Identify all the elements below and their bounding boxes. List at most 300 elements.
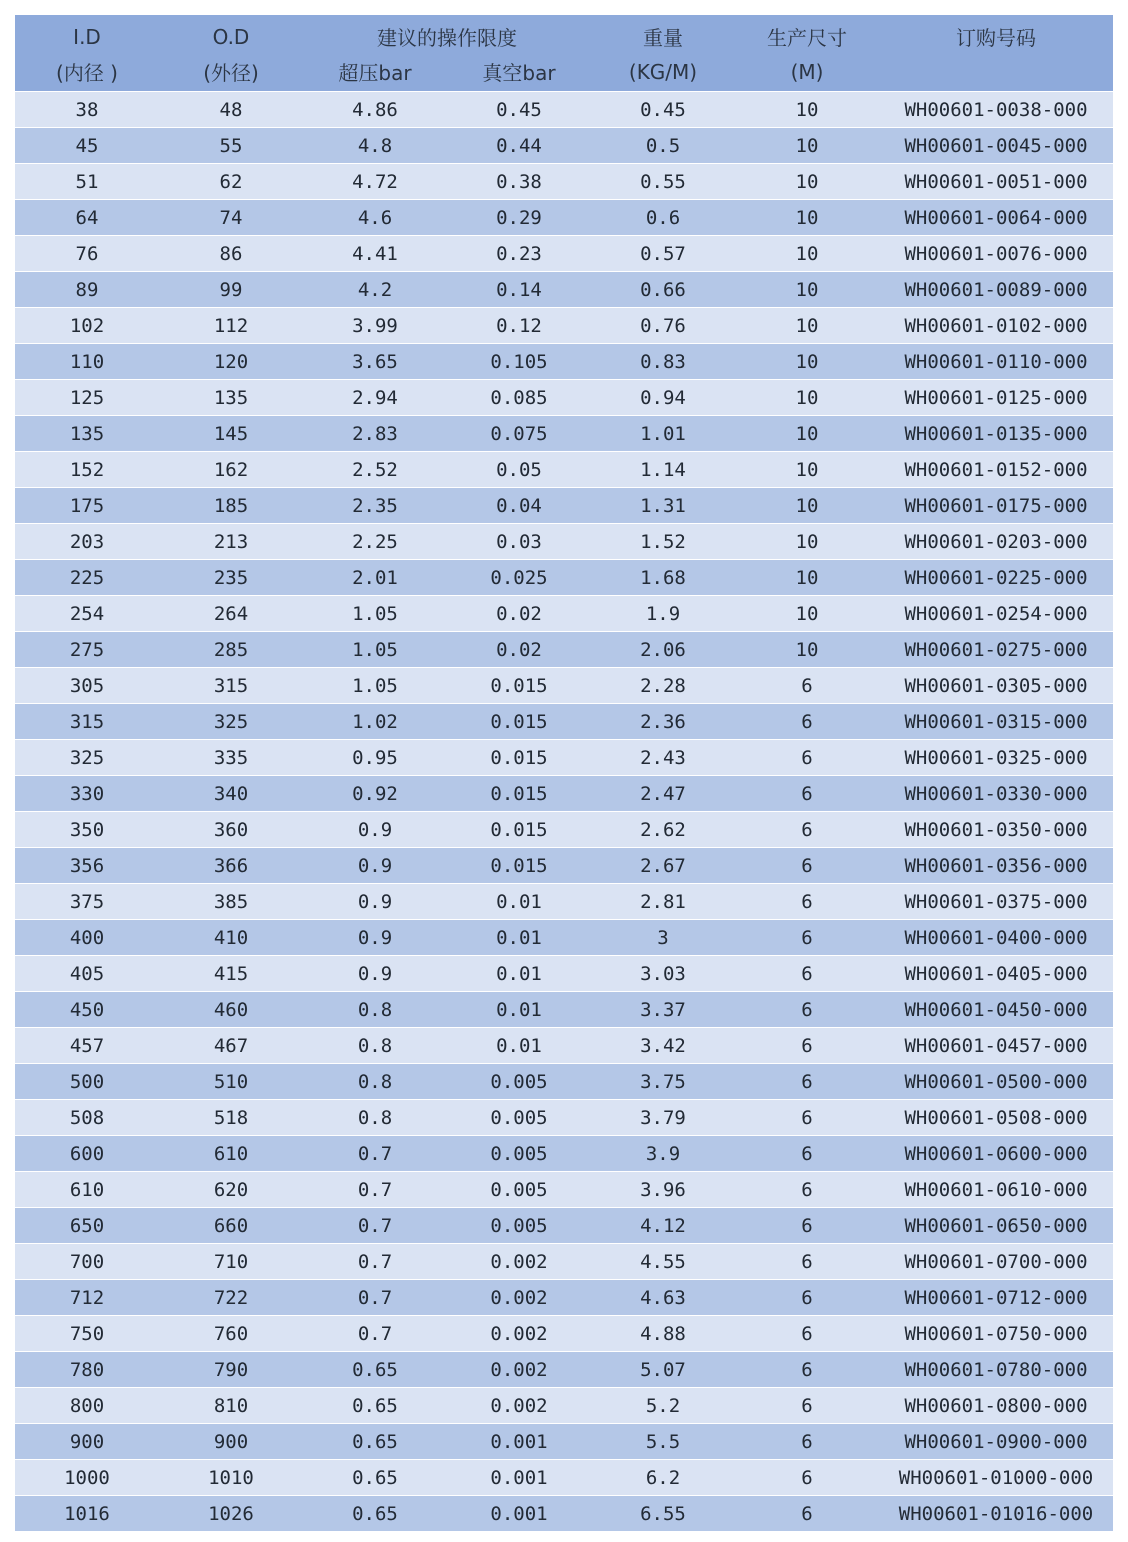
cell-vacuum: 0.05	[447, 452, 591, 488]
cell-pressure: 0.7	[303, 1280, 447, 1316]
cell-outer-diameter: 1026	[159, 1496, 303, 1532]
cell-inner-diameter: 450	[15, 992, 159, 1028]
cell-vacuum: 0.005	[447, 1136, 591, 1172]
cell-inner-diameter: 125	[15, 380, 159, 416]
cell-inner-diameter: 135	[15, 416, 159, 452]
table-row	[15, 92, 1113, 128]
cell-order-number: WH00601-0500-000	[879, 1064, 1113, 1100]
cell-pressure: 0.65	[303, 1424, 447, 1460]
cell-inner-diameter: 900	[15, 1424, 159, 1460]
cell-order-number: WH00601-0330-000	[879, 776, 1113, 812]
cell-vacuum: 0.002	[447, 1352, 591, 1388]
cell-outer-diameter: 385	[159, 884, 303, 920]
cell-outer-diameter: 213	[159, 524, 303, 560]
header-vacuum: 真空bar	[447, 54, 591, 92]
cell-order-number: WH00601-0305-000	[879, 668, 1113, 704]
cell-pressure: 1.05	[303, 596, 447, 632]
cell-weight: 4.88	[591, 1316, 735, 1352]
cell-weight: 2.67	[591, 848, 735, 884]
cell-length: 6	[735, 776, 879, 812]
cell-outer-diameter: 415	[159, 956, 303, 992]
cell-inner-diameter: 800	[15, 1388, 159, 1424]
cell-outer-diameter: 235	[159, 560, 303, 596]
cell-inner-diameter: 650	[15, 1208, 159, 1244]
cell-pressure: 4.41	[303, 236, 447, 272]
cell-inner-diameter: 110	[15, 344, 159, 380]
cell-inner-diameter: 780	[15, 1352, 159, 1388]
cell-vacuum: 0.01	[447, 992, 591, 1028]
cell-outer-diameter: 162	[159, 452, 303, 488]
cell-order-number: WH00601-0450-000	[879, 992, 1113, 1028]
cell-vacuum: 0.002	[447, 1280, 591, 1316]
cell-weight: 4.12	[591, 1208, 735, 1244]
table-row	[15, 452, 1113, 488]
cell-order-number: WH00601-0325-000	[879, 740, 1113, 776]
cell-order-number: WH00601-0400-000	[879, 920, 1113, 956]
cell-weight: 2.43	[591, 740, 735, 776]
table-row	[15, 596, 1113, 632]
cell-outer-diameter: 366	[159, 848, 303, 884]
cell-order-number: WH00601-0102-000	[879, 308, 1113, 344]
header-order-number: 订购号码	[879, 15, 1113, 54]
cell-pressure: 0.8	[303, 1064, 447, 1100]
cell-inner-diameter: 254	[15, 596, 159, 632]
cell-weight: 3.75	[591, 1064, 735, 1100]
cell-order-number: WH00601-0135-000	[879, 416, 1113, 452]
cell-pressure: 3.65	[303, 344, 447, 380]
cell-order-number: WH00601-0089-000	[879, 272, 1113, 308]
cell-inner-diameter: 610	[15, 1172, 159, 1208]
cell-pressure: 0.8	[303, 1028, 447, 1064]
cell-vacuum: 0.005	[447, 1100, 591, 1136]
cell-vacuum: 0.085	[447, 380, 591, 416]
cell-inner-diameter: 508	[15, 1100, 159, 1136]
table-header	[15, 15, 1113, 92]
cell-inner-diameter: 350	[15, 812, 159, 848]
cell-order-number: WH00601-0405-000	[879, 956, 1113, 992]
cell-pressure: 0.7	[303, 1208, 447, 1244]
header-outer-diameter: O.D	[159, 15, 303, 54]
cell-inner-diameter: 356	[15, 848, 159, 884]
cell-length: 6	[735, 1028, 879, 1064]
table-row	[15, 560, 1113, 596]
cell-inner-diameter: 712	[15, 1280, 159, 1316]
cell-inner-diameter: 500	[15, 1064, 159, 1100]
cell-vacuum: 0.001	[447, 1496, 591, 1532]
cell-weight: 3.42	[591, 1028, 735, 1064]
cell-vacuum: 0.005	[447, 1208, 591, 1244]
cell-outer-diameter: 99	[159, 272, 303, 308]
table-row	[15, 740, 1113, 776]
cell-outer-diameter: 518	[159, 1100, 303, 1136]
cell-length: 6	[735, 1064, 879, 1100]
cell-pressure: 2.25	[303, 524, 447, 560]
table-row	[15, 956, 1113, 992]
cell-inner-diameter: 405	[15, 956, 159, 992]
cell-inner-diameter: 175	[15, 488, 159, 524]
header-weight: 重量	[591, 15, 735, 54]
cell-order-number: WH00601-0780-000	[879, 1352, 1113, 1388]
cell-outer-diameter: 340	[159, 776, 303, 812]
cell-pressure: 0.8	[303, 1100, 447, 1136]
cell-weight: 1.9	[591, 596, 735, 632]
table-row	[15, 1280, 1113, 1316]
cell-pressure: 0.8	[303, 992, 447, 1028]
cell-inner-diameter: 750	[15, 1316, 159, 1352]
cell-vacuum: 0.002	[447, 1316, 591, 1352]
cell-inner-diameter: 700	[15, 1244, 159, 1280]
cell-order-number: WH00601-0152-000	[879, 452, 1113, 488]
cell-outer-diameter: 120	[159, 344, 303, 380]
cell-weight: 3.9	[591, 1136, 735, 1172]
cell-inner-diameter: 275	[15, 632, 159, 668]
cell-weight: 6.2	[591, 1460, 735, 1496]
cell-order-number: WH00601-0045-000	[879, 128, 1113, 164]
table-row	[15, 164, 1113, 200]
cell-outer-diameter: 360	[159, 812, 303, 848]
cell-length: 6	[735, 1352, 879, 1388]
cell-length: 10	[735, 308, 879, 344]
cell-pressure: 2.52	[303, 452, 447, 488]
header-operating-limits: 建议的操作限度	[303, 15, 591, 54]
cell-pressure: 1.05	[303, 632, 447, 668]
cell-length: 6	[735, 1136, 879, 1172]
cell-length: 10	[735, 488, 879, 524]
cell-length: 10	[735, 272, 879, 308]
cell-weight: 1.52	[591, 524, 735, 560]
cell-pressure: 0.95	[303, 740, 447, 776]
table-row	[15, 1460, 1113, 1496]
cell-outer-diameter: 48	[159, 92, 303, 128]
cell-vacuum: 0.002	[447, 1244, 591, 1280]
cell-order-number: WH00601-0350-000	[879, 812, 1113, 848]
cell-length: 6	[735, 1172, 879, 1208]
cell-pressure: 0.9	[303, 848, 447, 884]
cell-outer-diameter: 145	[159, 416, 303, 452]
cell-length: 6	[735, 1388, 879, 1424]
cell-inner-diameter: 1000	[15, 1460, 159, 1496]
cell-outer-diameter: 285	[159, 632, 303, 668]
spec-table-container	[15, 15, 1113, 1531]
cell-pressure: 3.99	[303, 308, 447, 344]
cell-outer-diameter: 62	[159, 164, 303, 200]
cell-inner-diameter: 203	[15, 524, 159, 560]
cell-vacuum: 0.02	[447, 596, 591, 632]
cell-order-number: WH00601-0315-000	[879, 704, 1113, 740]
cell-length: 10	[735, 452, 879, 488]
cell-weight: 4.63	[591, 1280, 735, 1316]
cell-inner-diameter: 325	[15, 740, 159, 776]
cell-length: 6	[735, 740, 879, 776]
cell-pressure: 1.05	[303, 668, 447, 704]
cell-outer-diameter: 660	[159, 1208, 303, 1244]
cell-outer-diameter: 74	[159, 200, 303, 236]
cell-order-number: WH00601-0225-000	[879, 560, 1113, 596]
cell-weight: 5.5	[591, 1424, 735, 1460]
cell-vacuum: 0.075	[447, 416, 591, 452]
table-row	[15, 1388, 1113, 1424]
cell-weight: 2.06	[591, 632, 735, 668]
cell-length: 6	[735, 1496, 879, 1532]
cell-order-number: WH00601-0275-000	[879, 632, 1113, 668]
cell-order-number: WH00601-0508-000	[879, 1100, 1113, 1136]
cell-inner-diameter: 600	[15, 1136, 159, 1172]
cell-pressure: 4.72	[303, 164, 447, 200]
cell-length: 10	[735, 236, 879, 272]
header-inner-diameter: I.D	[15, 15, 159, 54]
cell-vacuum: 0.38	[447, 164, 591, 200]
cell-pressure: 0.7	[303, 1136, 447, 1172]
cell-order-number: WH00601-0076-000	[879, 236, 1113, 272]
cell-weight: 3.79	[591, 1100, 735, 1136]
cell-vacuum: 0.001	[447, 1460, 591, 1496]
cell-pressure: 0.9	[303, 812, 447, 848]
cell-length: 6	[735, 1100, 879, 1136]
cell-pressure: 0.65	[303, 1388, 447, 1424]
table-row	[15, 344, 1113, 380]
cell-weight: 5.07	[591, 1352, 735, 1388]
cell-inner-diameter: 315	[15, 704, 159, 740]
cell-vacuum: 0.015	[447, 812, 591, 848]
cell-length: 10	[735, 164, 879, 200]
cell-pressure: 4.2	[303, 272, 447, 308]
cell-vacuum: 0.01	[447, 920, 591, 956]
cell-order-number: WH00601-0600-000	[879, 1136, 1113, 1172]
cell-weight: 1.01	[591, 416, 735, 452]
cell-weight: 0.83	[591, 344, 735, 380]
cell-weight: 3	[591, 920, 735, 956]
cell-vacuum: 0.005	[447, 1172, 591, 1208]
cell-inner-diameter: 152	[15, 452, 159, 488]
cell-pressure: 0.7	[303, 1316, 447, 1352]
cell-length: 10	[735, 632, 879, 668]
cell-outer-diameter: 460	[159, 992, 303, 1028]
cell-length: 10	[735, 344, 879, 380]
cell-vacuum: 0.02	[447, 632, 591, 668]
table-row	[15, 236, 1113, 272]
cell-weight: 0.45	[591, 92, 735, 128]
cell-vacuum: 0.001	[447, 1424, 591, 1460]
cell-length: 10	[735, 200, 879, 236]
cell-pressure: 0.65	[303, 1496, 447, 1532]
cell-order-number: WH00601-0125-000	[879, 380, 1113, 416]
cell-outer-diameter: 510	[159, 1064, 303, 1100]
cell-length: 10	[735, 560, 879, 596]
table-row	[15, 1100, 1113, 1136]
table-row	[15, 1352, 1113, 1388]
cell-order-number: WH00601-0110-000	[879, 344, 1113, 380]
header-row-2	[15, 54, 1113, 92]
cell-inner-diameter: 51	[15, 164, 159, 200]
cell-order-number: WH00601-0750-000	[879, 1316, 1113, 1352]
cell-pressure: 2.83	[303, 416, 447, 452]
cell-outer-diameter: 710	[159, 1244, 303, 1280]
cell-weight: 5.2	[591, 1388, 735, 1424]
cell-pressure: 0.9	[303, 956, 447, 992]
cell-vacuum: 0.04	[447, 488, 591, 524]
cell-pressure: 0.9	[303, 920, 447, 956]
cell-length: 6	[735, 1316, 879, 1352]
cell-order-number: WH00601-0375-000	[879, 884, 1113, 920]
cell-pressure: 1.02	[303, 704, 447, 740]
cell-outer-diameter: 112	[159, 308, 303, 344]
table-row	[15, 1316, 1113, 1352]
cell-vacuum: 0.002	[447, 1388, 591, 1424]
cell-outer-diameter: 325	[159, 704, 303, 740]
table-row	[15, 848, 1113, 884]
cell-weight: 4.55	[591, 1244, 735, 1280]
table-row	[15, 812, 1113, 848]
cell-inner-diameter: 64	[15, 200, 159, 236]
cell-vacuum: 0.015	[447, 704, 591, 740]
table-row	[15, 308, 1113, 344]
cell-inner-diameter: 305	[15, 668, 159, 704]
header-pressure: 超压bar	[303, 54, 447, 92]
cell-order-number: WH00601-0650-000	[879, 1208, 1113, 1244]
cell-vacuum: 0.12	[447, 308, 591, 344]
table-row	[15, 668, 1113, 704]
cell-pressure: 2.94	[303, 380, 447, 416]
cell-inner-diameter: 45	[15, 128, 159, 164]
table-row	[15, 1496, 1113, 1532]
header-inner-diameter-sub: (内径 )	[15, 54, 159, 92]
cell-order-number: WH00601-0610-000	[879, 1172, 1113, 1208]
table-row	[15, 632, 1113, 668]
table-row	[15, 884, 1113, 920]
header-row-1	[15, 15, 1113, 54]
cell-weight: 1.68	[591, 560, 735, 596]
cell-order-number: WH00601-0712-000	[879, 1280, 1113, 1316]
cell-inner-diameter: 76	[15, 236, 159, 272]
cell-pressure: 0.7	[303, 1172, 447, 1208]
cell-vacuum: 0.105	[447, 344, 591, 380]
table-row	[15, 128, 1113, 164]
cell-vacuum: 0.29	[447, 200, 591, 236]
table-row	[15, 1172, 1113, 1208]
cell-vacuum: 0.01	[447, 956, 591, 992]
cell-inner-diameter: 330	[15, 776, 159, 812]
cell-pressure: 2.01	[303, 560, 447, 596]
cell-outer-diameter: 410	[159, 920, 303, 956]
cell-length: 6	[735, 992, 879, 1028]
cell-vacuum: 0.14	[447, 272, 591, 308]
cell-length: 10	[735, 416, 879, 452]
cell-outer-diameter: 467	[159, 1028, 303, 1064]
table-row	[15, 524, 1113, 560]
cell-length: 6	[735, 884, 879, 920]
cell-inner-diameter: 89	[15, 272, 159, 308]
cell-order-number: WH00601-0356-000	[879, 848, 1113, 884]
cell-weight: 0.57	[591, 236, 735, 272]
cell-outer-diameter: 264	[159, 596, 303, 632]
header-production-length: 生产尺寸	[735, 15, 879, 54]
header-weight-unit: (KG/M)	[591, 54, 735, 92]
table-row	[15, 920, 1113, 956]
hose-spec-table	[15, 15, 1113, 1531]
cell-length: 10	[735, 92, 879, 128]
cell-weight: 0.55	[591, 164, 735, 200]
cell-weight: 1.14	[591, 452, 735, 488]
table-row	[15, 776, 1113, 812]
cell-weight: 2.28	[591, 668, 735, 704]
table-row	[15, 1064, 1113, 1100]
table-row	[15, 704, 1113, 740]
cell-inner-diameter: 457	[15, 1028, 159, 1064]
cell-weight: 3.03	[591, 956, 735, 992]
cell-outer-diameter: 722	[159, 1280, 303, 1316]
cell-outer-diameter: 185	[159, 488, 303, 524]
cell-weight: 2.36	[591, 704, 735, 740]
cell-pressure: 0.7	[303, 1244, 447, 1280]
table-row	[15, 1244, 1113, 1280]
cell-outer-diameter: 610	[159, 1136, 303, 1172]
cell-weight: 6.55	[591, 1496, 735, 1532]
table-row	[15, 380, 1113, 416]
cell-length: 10	[735, 380, 879, 416]
cell-order-number: WH00601-0800-000	[879, 1388, 1113, 1424]
cell-weight: 2.62	[591, 812, 735, 848]
cell-length: 6	[735, 704, 879, 740]
table-row	[15, 1424, 1113, 1460]
cell-outer-diameter: 790	[159, 1352, 303, 1388]
cell-outer-diameter: 135	[159, 380, 303, 416]
cell-pressure: 0.65	[303, 1460, 447, 1496]
cell-weight: 0.6	[591, 200, 735, 236]
cell-outer-diameter: 315	[159, 668, 303, 704]
header-order-blank	[879, 54, 1113, 92]
cell-length: 6	[735, 668, 879, 704]
cell-vacuum: 0.015	[447, 668, 591, 704]
cell-length: 6	[735, 920, 879, 956]
cell-vacuum: 0.025	[447, 560, 591, 596]
cell-outer-diameter: 1010	[159, 1460, 303, 1496]
cell-length: 6	[735, 1244, 879, 1280]
cell-vacuum: 0.01	[447, 884, 591, 920]
cell-outer-diameter: 335	[159, 740, 303, 776]
cell-pressure: 4.6	[303, 200, 447, 236]
cell-weight: 3.37	[591, 992, 735, 1028]
cell-vacuum: 0.23	[447, 236, 591, 272]
cell-inner-diameter: 1016	[15, 1496, 159, 1532]
cell-outer-diameter: 760	[159, 1316, 303, 1352]
cell-weight: 0.5	[591, 128, 735, 164]
cell-weight: 0.94	[591, 380, 735, 416]
header-length-unit: (M)	[735, 54, 879, 92]
cell-order-number: WH00601-0175-000	[879, 488, 1113, 524]
cell-length: 6	[735, 812, 879, 848]
cell-vacuum: 0.03	[447, 524, 591, 560]
cell-vacuum: 0.01	[447, 1028, 591, 1064]
cell-weight: 0.66	[591, 272, 735, 308]
cell-inner-diameter: 38	[15, 92, 159, 128]
cell-vacuum: 0.45	[447, 92, 591, 128]
cell-vacuum: 0.015	[447, 848, 591, 884]
cell-vacuum: 0.005	[447, 1064, 591, 1100]
cell-pressure: 0.65	[303, 1352, 447, 1388]
cell-pressure: 0.92	[303, 776, 447, 812]
cell-order-number: WH00601-0457-000	[879, 1028, 1113, 1064]
cell-length: 6	[735, 1460, 879, 1496]
table-body	[15, 92, 1113, 1532]
table-row	[15, 272, 1113, 308]
table-row	[15, 1136, 1113, 1172]
cell-order-number: WH00601-0051-000	[879, 164, 1113, 200]
cell-weight: 0.76	[591, 308, 735, 344]
cell-order-number: WH00601-0254-000	[879, 596, 1113, 632]
cell-length: 6	[735, 1424, 879, 1460]
cell-inner-diameter: 375	[15, 884, 159, 920]
cell-length: 10	[735, 128, 879, 164]
